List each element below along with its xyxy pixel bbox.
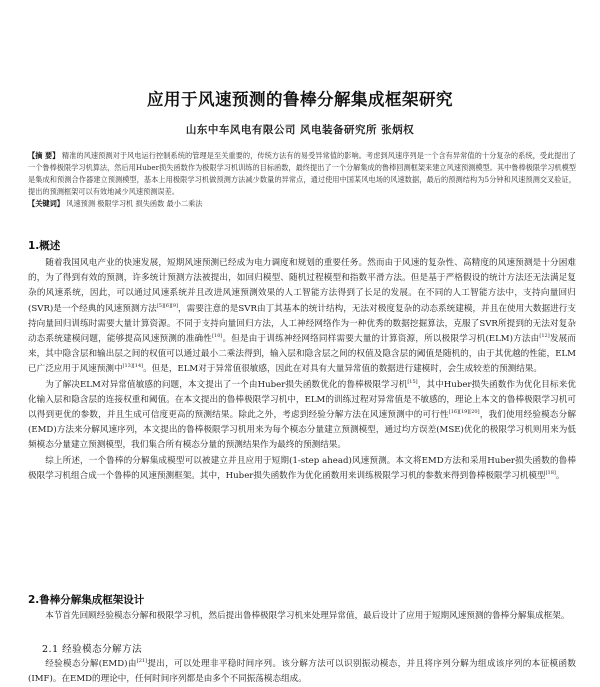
abstract-label: 【摘 要】: [28, 151, 60, 160]
section-2-paragraph-2: 经验模态分解(EMD)由[21]提出，可以处理非平稳时间序列。该分解方法可以识别振动模态，并且将序列分解为组成该序列的本征模函数(IMF)。在EMD的理论中，任何时间序列都是由多个不同振荡模态组成。: [28, 658, 576, 685]
abstract-body: 精准的风速预测对于风电运行控制系统的管理是至关重要的，传统方法有的易受异常值的影响。考虑到风速序列是一个含有异常值的十分复杂的系统，受此提出了一个鲁棒极限学习机算法，然后用Huber损失函数作为极限学习机训练的目标函数，最终提出了一个分解集成的鲁棒回测框架来建立风速预测模型。其中鲁棒极限学习机模型是集成和预测合作器建立预测模型，基本上用极限学习机做预测方法减少数量的异常点，通过使用中国某风电场的风速数据，最后的预测结构为5分钟和风速预测交叉验证，提出的预测框架可以有效地减少风速预测误差。: [28, 151, 576, 196]
abstract-block: [28, 150, 576, 210]
section-1-paragraph-2: 为了解决ELM对异常值敏感的问题，本文提出了一个由Huber损失函数优化的鲁棒极限学习机[15]，其中Huber损失函数作为优化目标来优化输入层和隐含层的连接权重和阈值。在本文提出的鲁棒极限学习机中，ELM的训练过程对异常值是不敏感的，理论上本文的鲁棒极限学习机可以得到更优的参数，并且生成可信度更高的预测结果。除此之外，考虑到经验分解方法在风速预测中的可行性[16][19][20]，我们使用经验模态分解(EMD)方法来分解风速序列，本文提出的鲁棒极限学习机用来为每个模态分量建立预测模型，通过均方误差(MSE)优化的极限学习机则用来为低频模态分量建立预测模型，我们集合所有模态分量的预测结果作为最终的预测结果。: [28, 378, 576, 451]
section-2-intro: [28, 609, 576, 624]
section-1-body: [28, 256, 576, 484]
keywords-label: 【关键词】: [28, 199, 64, 208]
abstract-text: [28, 150, 576, 198]
keywords-line: [28, 198, 576, 210]
section-2-paragraph-1: 本节首先回顾经验模态分解和极限学习机，然后提出鲁棒极限学习机来处理异常值，最后设计了应用于短期风速预测的鲁棒分解集成框架。: [45, 611, 570, 621]
section-2-heading: 2.鲁棒分解集成框架设计: [28, 594, 145, 606]
author-affiliation: 山东中车风电有限公司 风电装备研究所 张炳权: [185, 124, 415, 136]
section-1-heading: 1.概述: [28, 240, 61, 252]
subsection-2-1-heading: 2.1 经验模态分解方法: [42, 644, 143, 655]
paper-title: 应用于风速预测的鲁棒分解集成框架研究: [147, 90, 453, 109]
section-1-paragraph-3: 综上所述，一个鲁棒的分解集成模型可以被建立并且应用于短期(1-step ahead)风速预测。本文将EMD方法和采用Huber损失函数的鲁棒极限学习机组合成一个鲁棒的风速预测框架。其中，Huber损失函数作为优化函数用来训练极限学习机的参数来得到鲁棒极限学习机模型[18]。: [28, 455, 576, 481]
section-1-paragraph-1: 随着我国风电产业的快速发展，短期风速预测已经成为电力调度和规划的重要任务。然而由于风速的复杂性、高精度的风速预测是十分困难的，为了得到有效的预测，许多统计预测方法被提出，如回归模型、随机过程模型和指数平滑方法。但是基于严格假设的统计方法还无法满足复杂的风速系统，因此，可以通过风速系统并且改进风速预测效果的人工智能方法得到了长足的发展。在不同的人工智能方法中，支持向量回归(SVR)是一个经典的风速预测方法[5][6][9]，需要注意的是SVR由丁其基本的统计结构，无法对极度复杂的动态系统建模，并且在使用大数据进行支持向量回归训练时需要大量计算资源。不同于支持向量回归方法，人工神经网络作为一种优秀的数据挖掘算法，克服了SVR所提到的无法对复杂动态系统建模问题，能够提高风速预测的准确性[10]。但是由于训练神经网络同样需要大量的计算资源，所以极限学习机(ELM)方法由[12]发展而来，其中隐含层和输出层之间的权值可以通过最小二乘法得到，输入层和隐含层之间的权值及隐含层的阈值是随机的，由于其优越的性能，ELM已广泛应用于风速预测中[13][14]。但是，ELM对于异常值很敏感，因此在对具有大量异常值的数据进行建模时，会生成较差的预测结果。: [28, 258, 576, 375]
keywords-text: 风速预测 极限学习机 损失函数 最小二乘法: [66, 199, 203, 208]
section-2-1-body: [28, 657, 576, 687]
